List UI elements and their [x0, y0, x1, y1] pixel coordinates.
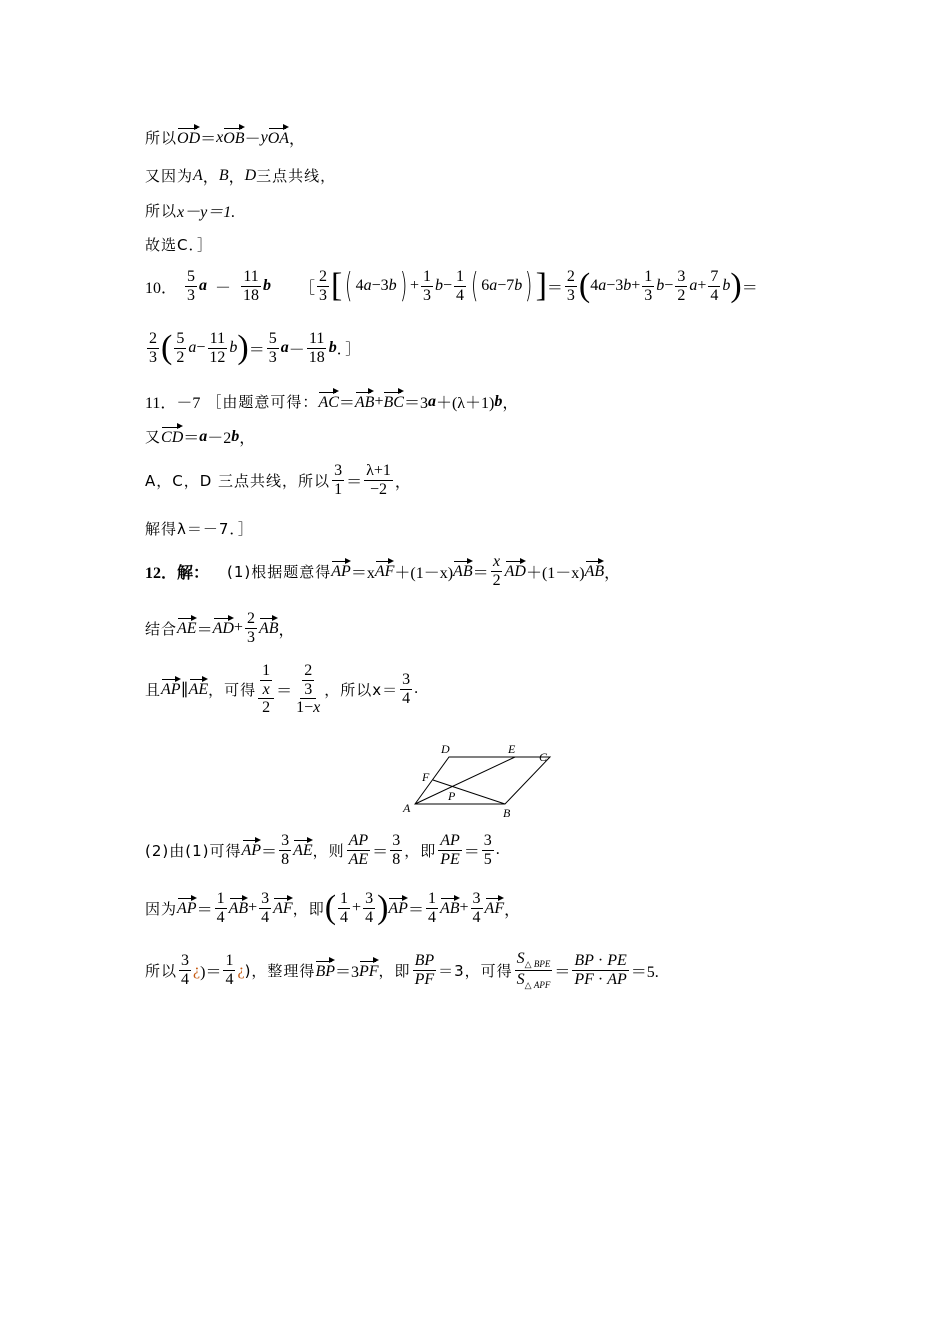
eq: ＋(1－x): [394, 564, 454, 582]
line-collinear: 又因为 A ， B ， D 三点共线，: [145, 166, 337, 186]
question-12-parallel: 且 AP ∥ AE ，可得 $\frac{\frac{1}{x}}{2}$ ＝ $\frac{\frac{2}{3}}{1-x}$ ，所以x＝ $\frac{3}{4}$ .: [145, 662, 419, 717]
eq: ＝3: [403, 395, 428, 412]
text: 所以: [145, 962, 178, 981]
comma: ，: [604, 564, 621, 582]
text: ，所以x＝: [324, 680, 399, 699]
text: ，可得: [208, 680, 257, 699]
text: 所以: [145, 202, 178, 220]
parallelogram-figure: [395, 738, 560, 823]
bracket-open: ［: [299, 279, 316, 297]
question-number: 11．－7: [145, 395, 201, 412]
vector-od: OD: [177, 129, 201, 147]
comma: ，: [502, 395, 519, 412]
plus: +: [233, 619, 243, 637]
glyph: ¿: [193, 961, 201, 979]
eq: ＋(1－x): [525, 564, 585, 582]
label-p: P: [448, 789, 456, 803]
text: 三点共线，: [256, 167, 337, 185]
text: ，即: [378, 962, 411, 981]
eq: ＝: [463, 843, 480, 861]
eq: )＝: [200, 964, 222, 982]
eq: ＝3: [334, 964, 359, 982]
question-12: 12．解： (1)根据题意得 AP ＝x AF ＋(1－x) AB ＝ $\frac{x}{2}$ AD ＋(1－x) AB ，: [145, 553, 621, 589]
question-11: 11．－7 ［由题意可得： AC ＝ AB + BC ＝3 a ＋(λ＋1) b ，: [145, 390, 518, 413]
text: (2)由(1)可得: [145, 841, 242, 860]
text: 又因为: [145, 167, 194, 185]
plus: +: [459, 899, 469, 917]
question-11-ratio: A，C，D 三点共线，所以 $\frac{3}{1}$ ＝ $\frac{\lambda+1}{-2}$ ，: [145, 462, 411, 498]
label-f: F: [422, 770, 430, 784]
question-10: 10． $\frac{5}{3}$ a － $\frac{11}{18}$ b ［ $\frac{2}{3}$ [ ( 4 a −3 b ) + $\frac{1}{3}$ b − $\frac{1}{4}$ ( 6 a −7 b ) ] ＝ $\frac{2}{3}$ ( 4 a −3 b + $\frac{1}{3}$ b − $\frac{3}{2}$ a + $\frac{7}{4}$ b ) ＝: [145, 266, 758, 307]
question-12-result: 所以 $\frac{3}{4}$ ¿ )＝ $\frac{1}{4}$ ¿ )，整理得 BP ＝3 PF ，即 $\frac{BP}{PF}$ ＝3，可得 $\frac{S_{\triangle BPE}}{S_{\triangle APF}}$ ＝ $\frac{BP \cdot PE}{PF \cdot AP}$ ＝5.: [145, 950, 659, 991]
question-11-cd: 又 CD ＝ a －2 b ，: [145, 425, 255, 448]
eq: －2: [207, 430, 232, 447]
comma: ，: [394, 473, 411, 491]
label-d: D: [441, 742, 450, 756]
parallel: ∥: [180, 681, 189, 699]
glyph: ¿: [237, 961, 245, 979]
text: 结合: [145, 619, 178, 638]
bracket-close: ．］: [336, 339, 362, 358]
comma: ，: [504, 901, 521, 919]
text: (1)根据题意得: [227, 562, 332, 581]
plus: +: [248, 899, 258, 917]
question-number: 12．解：: [145, 564, 210, 582]
text: 又: [145, 428, 162, 446]
eq: ＝5.: [630, 964, 659, 982]
equation: x－y＝1.: [177, 204, 236, 221]
eq: ＝: [196, 901, 213, 919]
question-12-because: 因为 AP ＝ $\frac{1}{4}$ AB + $\frac{3}{4}$ AF ，即 ( $\frac{1}{4}$ + $\frac{3}{4}$ ) AP ＝ $\frac{1}{4}$ AB + $\frac{3}{4}$ AF ，: [145, 889, 521, 927]
text: )，整理得: [244, 962, 316, 981]
text: ，则: [312, 841, 345, 860]
text: A，C，D 三点共线，所以: [145, 471, 331, 490]
label-b: B: [503, 806, 511, 820]
line-answer-c: [145, 234, 213, 255]
text: ，即: [404, 841, 437, 860]
eq: ＝: [372, 843, 389, 861]
question-number: 10．: [145, 279, 178, 297]
eq: ＝: [196, 621, 213, 639]
comma: ，: [289, 131, 306, 148]
label-a: A: [403, 801, 411, 815]
period: .: [414, 680, 419, 698]
comma: ，: [239, 430, 256, 447]
text: ［由题意可得：: [206, 393, 319, 411]
comma: ，: [278, 621, 295, 639]
question-10-cont: $\frac{2}{3}$ ( $\frac{5}{2}$ a − $\frac{11}{12}$ b ) ＝ $\frac{5}{3}$ a － $\frac{11}{18}$ b ．］: [149, 329, 362, 367]
text: 解得λ＝－7．］: [145, 520, 254, 538]
question-11-solve: [145, 518, 254, 539]
label-c: C: [539, 750, 548, 764]
vector-oa: OA: [267, 129, 290, 147]
vector-ob: OB: [223, 129, 245, 147]
line-xy: [145, 199, 235, 222]
eq: ＝x: [350, 564, 375, 582]
text: 故选C．］: [145, 236, 213, 254]
label-e: E: [508, 742, 516, 756]
text: 所以: [145, 129, 178, 147]
eq: ＝: [472, 564, 489, 582]
text: ，即: [292, 899, 325, 918]
line-od: 所以 OD ＝ x OB － y OA ，: [145, 126, 305, 149]
eq: ＝: [183, 430, 200, 447]
minus: －: [244, 131, 261, 148]
eq: ＝: [200, 131, 217, 148]
question-12-ae: 结合 AE ＝ AD + $\frac{2}{3}$ AB ，: [145, 610, 295, 646]
text: 因为: [145, 899, 178, 918]
eq: ＝: [407, 901, 424, 919]
eq: ＝: [554, 964, 571, 982]
eq: ＝: [261, 843, 278, 861]
text: ＝3，可得: [438, 962, 513, 981]
text: 且: [145, 680, 162, 699]
period: .: [495, 841, 500, 859]
eq: ＋(λ＋1): [435, 395, 495, 412]
question-12-part2: (2)由(1)可得 AP ＝ $\frac{3}{8}$ AE ，则 $\frac{AP}{AE}$ ＝ $\frac{3}{8}$ ，即 $\frac{AP}{PE}$ ＝ $\frac{3}{5}$ .: [145, 832, 500, 868]
